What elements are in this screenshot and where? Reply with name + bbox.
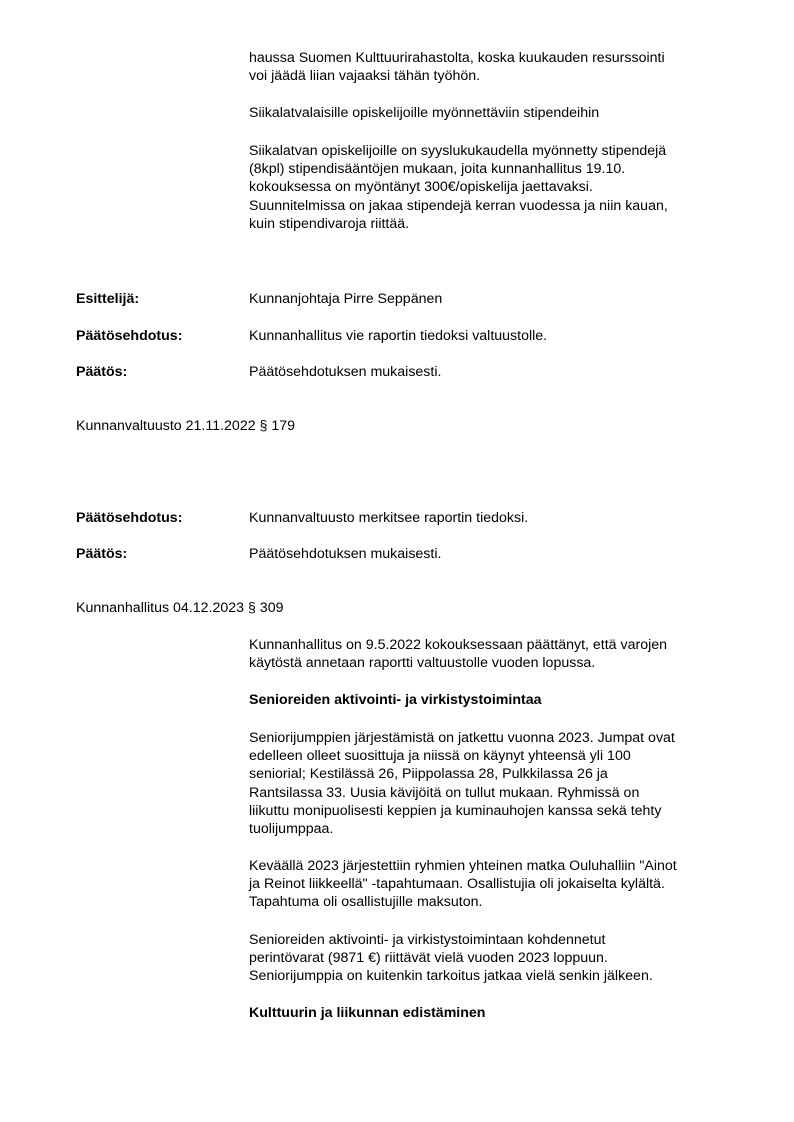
text-line: Rantsilassa 33. Uusia kävijöitä on tullut mukaan. Ryhmissä on (249, 784, 640, 801)
text-line: edelleen olleet suosittuja ja niissä on käynyt yhteensä yli 100 (249, 748, 631, 765)
text-line: Keväällä 2023 järjestettiin ryhmien yhteinen matka Ouluhalliin "Ainot (249, 858, 677, 874)
text-line: liikuttu monipuolisesti keppien ja kuminauhojen kanssa sekä tehty (249, 802, 662, 819)
scholarship-paragraph (249, 142, 749, 233)
senior-section-heading: Senioreiden aktivointi- ja virkistystoimintaa (249, 692, 542, 708)
proposal-value: Kunnanhallitus vie raportin tiedoksi valtuustolle. (249, 328, 548, 344)
text-line: Suunnitelmissa on jakaa stipendejä kerran vuodessa ja niin kauan, (249, 197, 668, 214)
text-line: haussa Suomen Kulttuurirahastolta, koska kuukauden resurssointi (249, 50, 665, 66)
text-line: Senioreiden aktivointi- ja virkistystoimintaan kohdennetut (249, 932, 606, 948)
text-line: Seniorijumppia on kuitenkin tarkoitus jatkaa vielä senkin jälkeen. (249, 968, 653, 985)
presenter-value: Kunnanjohtaja Pirre Seppänen (249, 291, 443, 307)
text-line: Kunnanhallitus on 9.5.2022 kokouksessaan päättänyt, että varojen (249, 637, 668, 653)
decision-label: Päätös: (76, 546, 128, 562)
text-line: Tapahtuma oli osallistujille maksuton. (249, 894, 483, 911)
text-line: perintövarat (9871 €) riittävät vielä vuoden 2023 loppuun. (249, 950, 608, 967)
text-line: ja Reinot liikkeellä" -tapahtumaan. Osallistujia oli jokaiselta kylältä. (249, 876, 665, 893)
meeting-header-hallitus: Kunnanhallitus 04.12.2023 § 309 (76, 600, 284, 616)
meeting3-intro-paragraph (249, 636, 749, 672)
decision-label: Päätös: (76, 364, 128, 380)
text-line: voi jäädä liian vajaaksi tähän työhön. (249, 68, 481, 85)
text-line: käytöstä annetaan raportti valtuustolle vuoden lopussa. (249, 655, 596, 672)
senior-paragraph-1 (249, 729, 749, 838)
text-line: tuolijumppaa. (249, 821, 334, 838)
text-line: (8kpl) stipendisääntöjen mukaan, joita kunnanhallitus 19.10. (249, 161, 626, 178)
culture-section-heading: Kulttuurin ja liikunnan edistäminen (249, 1005, 486, 1021)
intro-paragraph (249, 49, 749, 85)
meeting-header-valtuusto: Kunnanvaltuusto 21.11.2022 § 179 (76, 418, 296, 434)
scholarship-heading: Siikalatvalaisille opiskelijoille myönnettäviin stipendeihin (249, 105, 600, 121)
decision-value: Päätösehdotuksen mukaisesti. (249, 364, 442, 380)
text-line: Seniorijumppien järjestämistä on jatkettu vuonna 2023. Jumpat ovat (249, 730, 675, 746)
proposal-label: Päätösehdotus: (76, 328, 183, 344)
senior-paragraph-2 (249, 857, 749, 912)
proposal-value: Kunnanvaltuusto merkitsee raportin tiedoksi. (249, 510, 529, 526)
text-line: Siikalatvan opiskelijoille on syyslukukaudella myönnetty stipendejä (249, 143, 667, 159)
decision-value: Päätösehdotuksen mukaisesti. (249, 546, 442, 562)
proposal-label: Päätösehdotus: (76, 510, 183, 526)
text-line: kokouksessa on myöntänyt 300€/opiskelija jaettavaksi. (249, 179, 593, 196)
text-line: kuin stipendivaroja riittää. (249, 215, 410, 232)
senior-paragraph-3 (249, 931, 749, 986)
text-line: seniorial; Kestilässä 26, Piippolassa 28, Pulkkilassa 26 ja (249, 766, 608, 783)
presenter-label: Esittelijä: (76, 291, 140, 307)
